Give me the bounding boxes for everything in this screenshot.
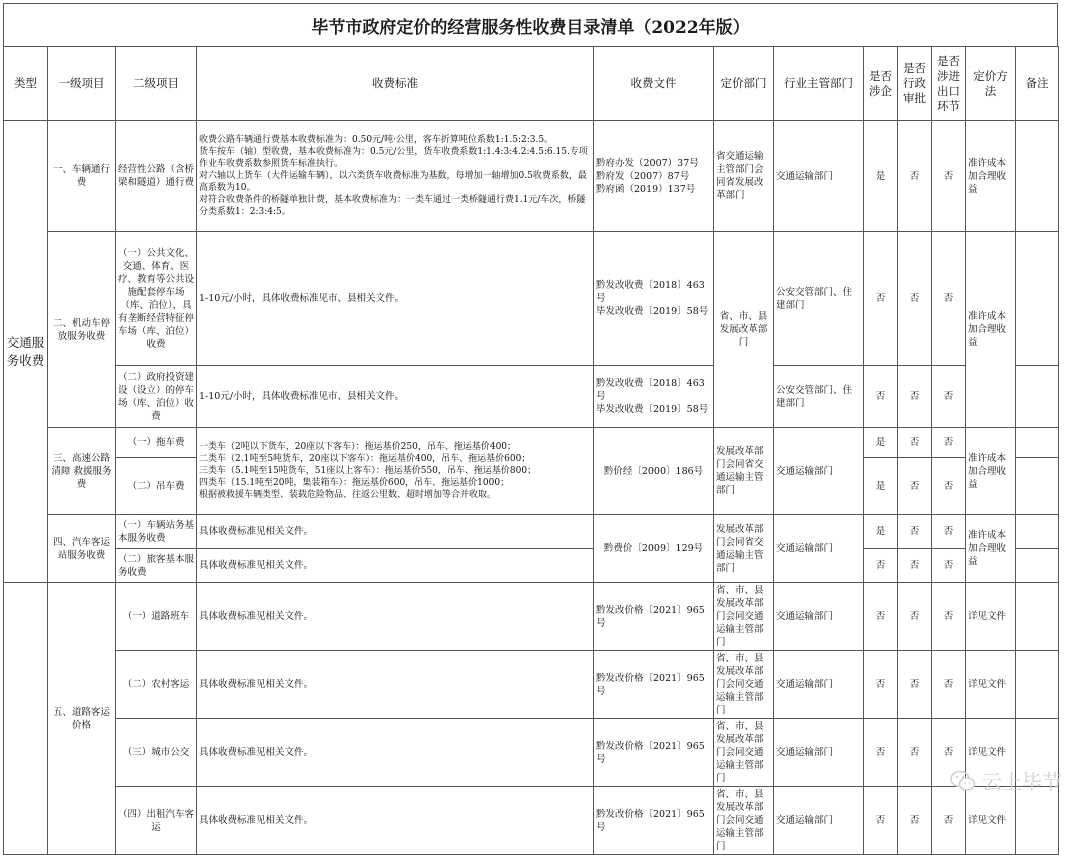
header-standard: 收费标准: [197, 47, 594, 121]
admin-approval-cell: 否: [898, 458, 932, 515]
standard-cell: 具体收费标准见相关文件。: [197, 787, 594, 855]
pricing-method-cell: 准许成本加合理收益: [966, 428, 1016, 515]
competent-dept-cell: 交通运输部门: [774, 651, 864, 719]
import-export-cell: 否: [932, 719, 966, 787]
header-involve-enterprise: 是否涉企: [864, 47, 898, 121]
level1-cell: 五、道路客运价格: [48, 583, 116, 855]
header-admin-approval: 是否行政审批: [898, 47, 932, 121]
admin-approval-cell: 否: [898, 787, 932, 855]
remarks-cell: [1016, 428, 1059, 458]
pricing-method-cell: 详见文件: [966, 583, 1016, 651]
import-export-cell: 否: [932, 515, 966, 549]
table-row: [4, 121, 1059, 232]
header-pricing-method: 定价方法: [966, 47, 1016, 121]
import-export-cell: 否: [932, 121, 966, 232]
involve-enterprise-cell: 否: [864, 583, 898, 651]
level2-cell: （二）农村客运: [116, 651, 197, 719]
remarks-cell: [1016, 549, 1059, 583]
remarks-cell: [1016, 651, 1059, 719]
table-row: [4, 428, 1059, 458]
document-cell: 黔发改价格〔2021〕965号: [594, 651, 714, 719]
table-row: [4, 719, 1059, 787]
standard-cell: 1-10元/小时，具体收费标准见市、县相关文件。: [197, 232, 594, 366]
admin-approval-cell: 否: [898, 719, 932, 787]
import-export-cell: 否: [932, 549, 966, 583]
document-cell: 黔发改价格〔2021〕965号: [594, 583, 714, 651]
import-export-cell: 否: [932, 428, 966, 458]
table-row: [4, 515, 1059, 549]
standard-cell: 一类车（2吨以下货车，20座以下客车）：拖运基价250，吊车、拖运基价400； 二类车（2.1吨至5吨货车，20座以下客车）：拖运基价400，吊车、拖运基价600； 三类车（5.1吨至15吨货车，51座以上客车）：拖运基价550，吊车、拖运基价800； 四类车（15.1吨至20吨，集装箱车）：拖运基价600，吊车、拖运基价1000； 根据被救援车辆类型、装载危险物品、往返公里数、超时增加等合并收取。: [197, 428, 594, 515]
involve-enterprise-cell: 是: [864, 458, 898, 515]
level2-cell: （二）旅客基本服务收费: [116, 549, 197, 583]
admin-approval-cell: 否: [898, 366, 932, 428]
pricing-dept-cell: 省、市、县发展改革部门: [714, 232, 774, 428]
import-export-cell: 否: [932, 583, 966, 651]
header-level2: 二级项目: [116, 47, 197, 121]
document-title: 毕节市政府定价的经营服务性收费目录清单（2022年版）: [3, 3, 1058, 47]
admin-approval-cell: 否: [898, 651, 932, 719]
level2-cell: （二）政府投资建设（设立）的停车场（库、泊位）收费: [116, 366, 197, 428]
document-cell: 黔发改收费〔2018〕463号 毕发改收费〔2019〕58号: [594, 366, 714, 428]
level2-cell: （二）吊车费: [116, 458, 197, 515]
level2-cell: （一）车辆站务基本服务收费: [116, 515, 197, 549]
level1-cell: 四、汽车客运站服务收费: [48, 515, 116, 583]
import-export-cell: 否: [932, 232, 966, 366]
level1-cell: 二、机动车停放服务收费: [48, 232, 116, 428]
header-level1: 一级项目: [48, 47, 116, 121]
standard-cell: 收费公路车辆通行费基本收费标准为：0.50元/吨·公里，客车折算吨位系数1:1.5:2:3.5。 货车按车（轴）型收费，基本收费标准为：0.5元/公里，货车收费系数1:1.4:3:4.2:4.5:6.15.专项作业车收费系数参照货车标准执行。 对六轴以上货车（大件运输车辆），以六类货车收费标准为基数，每增加一轴增加0.5收费系数，最高系数为10。 对符合收费条件的桥隧单独计费，基本收费标准为：一类车通过一类桥隧通行费1.1元/车次，桥隧分类系数1：2:3:4:5。: [197, 121, 594, 232]
involve-enterprise-cell: 否: [864, 787, 898, 855]
remarks-cell: [1016, 458, 1059, 515]
level2-cell: （一）道路班车: [116, 583, 197, 651]
pricing-method-cell: 准许成本加合理收益: [966, 232, 1016, 428]
level2-cell: （一）公共文化、交通、体育、医疗、教育等公共设施配套停车场（库、泊位），具有垄断经营特征停车场（库、泊位）收费: [116, 232, 197, 366]
import-export-cell: 否: [932, 651, 966, 719]
header-import-export: 是否涉进出口环节: [932, 47, 966, 121]
admin-approval-cell: 否: [898, 549, 932, 583]
type-cell-continued: [4, 583, 48, 855]
header-type: 类型: [4, 47, 48, 121]
document-cell: 黔发改收费〔2018〕463号 毕发改收费〔2019〕58号: [594, 232, 714, 366]
standard-cell: 具体收费标准见相关文件。: [197, 719, 594, 787]
remarks-cell: [1016, 232, 1059, 366]
standard-cell: 具体收费标准见相关文件。: [197, 651, 594, 719]
competent-dept-cell: 交通运输部门: [774, 121, 864, 232]
table-row: [4, 366, 1059, 428]
involve-enterprise-cell: 是: [864, 428, 898, 458]
header-competent-dept: 行业主管部门: [774, 47, 864, 121]
pricing-method-cell: 准许成本加合理收益: [966, 515, 1016, 583]
document-cell: 黔价经〔2000〕186号: [594, 428, 714, 515]
level2-cell: （四）出租汽车客运: [116, 787, 197, 855]
pricing-dept-cell: 发展改革部门会同省交通运输主管部门: [714, 515, 774, 583]
admin-approval-cell: 否: [898, 583, 932, 651]
admin-approval-cell: 否: [898, 515, 932, 549]
watermark-text: 云上毕节: [982, 770, 1062, 794]
header-pricing-dept: 定价部门: [714, 47, 774, 121]
pricing-method-cell: 准许成本加合理收益: [966, 121, 1016, 232]
involve-enterprise-cell: 是: [864, 121, 898, 232]
watermark: [950, 766, 1062, 795]
pricing-dept-cell: 省、市、县发展改革部门会同交通运输主管部门: [714, 651, 774, 719]
document-cell: 黔发改价格〔2021〕965号: [594, 719, 714, 787]
competent-dept-cell: 交通运输部门: [774, 787, 864, 855]
admin-approval-cell: 否: [898, 232, 932, 366]
pricing-method-cell: 详见文件: [966, 719, 1016, 787]
import-export-cell: 否: [932, 458, 966, 515]
involve-enterprise-cell: 否: [864, 549, 898, 583]
remarks-cell: [1016, 366, 1059, 428]
type-cell: 交通服务收费: [4, 121, 48, 583]
pricing-dept-cell: 省、市、县发展改革部门会同交通运输主管部门: [714, 719, 774, 787]
involve-enterprise-cell: 否: [864, 651, 898, 719]
header-document: 收费文件: [594, 47, 714, 121]
competent-dept-cell: 公安交管部门、住建部门: [774, 232, 864, 366]
level2-cell: （一）拖车费: [116, 428, 197, 458]
header-remarks: 备注: [1016, 47, 1059, 121]
competent-dept-cell: 公安交管部门、住建部门: [774, 366, 864, 428]
remarks-cell: [1016, 787, 1059, 855]
competent-dept-cell: 交通运输部门: [774, 428, 864, 515]
involve-enterprise-cell: 是: [864, 515, 898, 549]
header-row: [4, 47, 1059, 121]
table-row: [4, 549, 1059, 583]
level2-cell: 经营性公路（含桥梁和隧道）通行费: [116, 121, 197, 232]
standard-cell: 1-10元/小时，具体收费标准见市、县相关文件。: [197, 366, 594, 428]
admin-approval-cell: 否: [898, 428, 932, 458]
import-export-cell: 否: [932, 366, 966, 428]
document-cell: 黔府办发（2007）37号 黔府发（2007）87号 黔府函（2019）137号: [594, 121, 714, 232]
table-row: [4, 583, 1059, 651]
competent-dept-cell: 交通运输部门: [774, 515, 864, 583]
table-row: [4, 651, 1059, 719]
pricing-dept-cell: 省、市、县发展改革部门会同交通运输主管部门: [714, 787, 774, 855]
pricing-method-cell: 详见文件: [966, 651, 1016, 719]
pricing-dept-cell: 省交通运输主管部门会同省发展改革部门: [714, 121, 774, 232]
standard-cell: 具体收费标准见相关文件。: [197, 549, 594, 583]
involve-enterprise-cell: 否: [864, 366, 898, 428]
remarks-cell: [1016, 515, 1059, 549]
competent-dept-cell: 交通运输部门: [774, 583, 864, 651]
competent-dept-cell: 交通运输部门: [774, 719, 864, 787]
level2-cell: （三）城市公交: [116, 719, 197, 787]
document-cell: 黔发改价格〔2021〕965号: [594, 787, 714, 855]
document-cell: 黔费价〔2009〕129号: [594, 515, 714, 583]
remarks-cell: [1016, 121, 1059, 232]
pricing-dept-cell: 省、市、县发展改革部门会同交通运输主管部门: [714, 583, 774, 651]
pricing-dept-cell: 发展改革部门会同省交通运输主管部门: [714, 428, 774, 515]
involve-enterprise-cell: 否: [864, 232, 898, 366]
standard-cell: 具体收费标准见相关文件。: [197, 583, 594, 651]
remarks-cell: [1016, 583, 1059, 651]
standard-cell: 具体收费标准见相关文件。: [197, 515, 594, 549]
level1-cell: 三、高速公路清障 救援服务费: [48, 428, 116, 515]
admin-approval-cell: 否: [898, 121, 932, 232]
pricing-method-cell: 详见文件: [966, 787, 1016, 855]
table-row: [4, 787, 1059, 855]
involve-enterprise-cell: 否: [864, 719, 898, 787]
level1-cell: 一、车辆通行费: [48, 121, 116, 232]
table-row: [4, 232, 1059, 366]
wechat-icon: [950, 769, 976, 793]
fee-catalog-table: [3, 46, 1059, 855]
import-export-cell: 否: [932, 787, 966, 855]
